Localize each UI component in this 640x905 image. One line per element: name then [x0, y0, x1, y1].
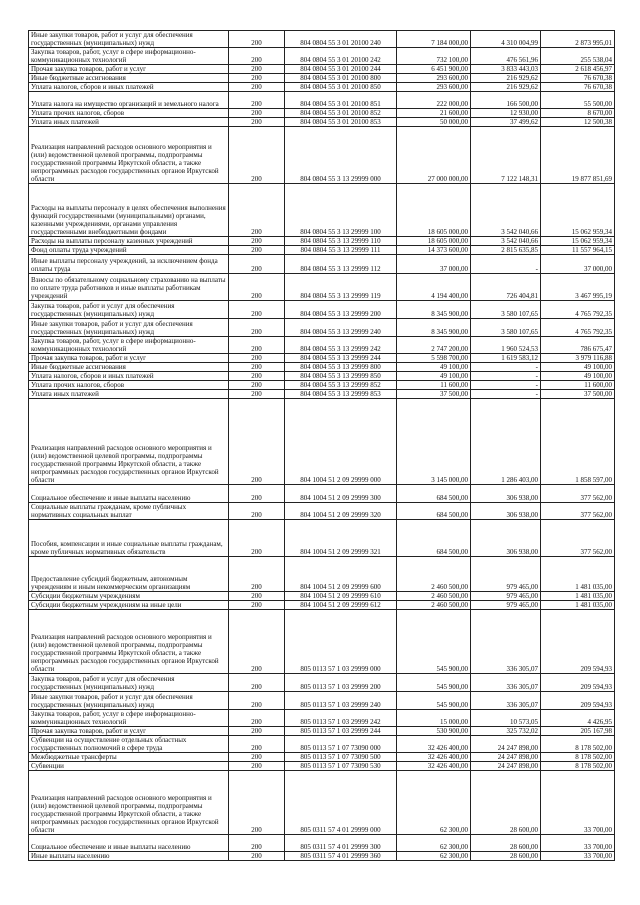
budget-classification-code-cell: 805 0113 57 1 03 29999 244 [285, 727, 397, 736]
line-code-cell: 200 [229, 184, 285, 237]
unexecuted-amount-cell: 37 500,00 [541, 390, 615, 399]
executed-amount-cell: 979 465,00 [471, 557, 541, 592]
table-row [29, 592, 615, 601]
executed-amount-cell: 12 930,00 [471, 109, 541, 118]
table-row [29, 301, 615, 319]
executed-amount-cell: 476 561,96 [471, 48, 541, 65]
expense-name-cell: Закупка товаров, работ, услуг в сфере информационно-коммуникационных технологий [29, 710, 229, 727]
table-row [29, 372, 615, 381]
approved-amount-cell: 293 600,00 [397, 74, 471, 83]
approved-amount-cell: 32 426 400,00 [397, 762, 471, 771]
table-row [29, 118, 615, 127]
unexecuted-amount-cell: 8 178 502,00 [541, 736, 615, 753]
table-row [29, 399, 615, 485]
line-code-cell: 200 [229, 92, 285, 109]
unexecuted-amount-cell: 1 858 597,00 [541, 399, 615, 485]
budget-classification-code-cell: 804 0804 55 3 01 20100 244 [285, 65, 397, 74]
budget-classification-code-cell: 804 0804 55 3 01 20100 800 [285, 74, 397, 83]
table-row [29, 319, 615, 337]
approved-amount-cell: 62 300,00 [397, 852, 471, 861]
unexecuted-amount-cell: 3 979 116,88 [541, 354, 615, 363]
budget-execution-table [28, 30, 615, 861]
line-code-cell: 200 [229, 301, 285, 319]
approved-amount-cell: 32 426 400,00 [397, 753, 471, 762]
unexecuted-amount-cell: 209 594,93 [541, 692, 615, 710]
expense-name-cell: Иные выплаты населению [29, 852, 229, 861]
unexecuted-amount-cell: 3 467 995,19 [541, 274, 615, 301]
table-row [29, 557, 615, 592]
budget-classification-code-cell: 804 0804 55 3 01 20100 850 [285, 83, 397, 92]
executed-amount-cell: 3 542 040,66 [471, 237, 541, 246]
approved-amount-cell: 50 000,00 [397, 118, 471, 127]
approved-amount-cell: 62 300,00 [397, 835, 471, 852]
executed-amount-cell: 4 310 004,99 [471, 31, 541, 48]
expense-name-cell: Прочая закупка товаров, работ и услуг [29, 354, 229, 363]
expense-name-cell: Иные закупки товаров, работ и услуг для обеспечения государственных (муниципальных) нужд [29, 692, 229, 710]
line-code-cell: 200 [229, 727, 285, 736]
approved-amount-cell: 545 900,00 [397, 692, 471, 710]
expense-name-cell: Уплата иных платежей [29, 390, 229, 399]
unexecuted-amount-cell: 15 062 959,34 [541, 237, 615, 246]
unexecuted-amount-cell: 209 594,93 [541, 674, 615, 692]
expense-name-cell: Взносы по обязательному социальному страхованию на выплаты по оплате труда работников и иные выплаты работникам учреждений [29, 274, 229, 301]
unexecuted-amount-cell: 19 877 851,69 [541, 127, 615, 184]
executed-amount-cell: 3 580 107,65 [471, 319, 541, 337]
expense-name-cell: Иные бюджетные ассигнования [29, 363, 229, 372]
unexecuted-amount-cell: 8 178 502,00 [541, 753, 615, 762]
expense-name-cell: Закупка товаров, работ и услуг для обеспечения государственных (муниципальных) нужд [29, 301, 229, 319]
approved-amount-cell: 11 600,00 [397, 381, 471, 390]
approved-amount-cell: 62 300,00 [397, 771, 471, 835]
table-row [29, 246, 615, 255]
budget-classification-code-cell: 804 0804 55 3 01 20100 852 [285, 109, 397, 118]
expense-name-cell: Расходы на выплаты персоналу казенных учреждений [29, 237, 229, 246]
document-page [28, 30, 614, 861]
expense-name-cell: Закупка товаров, работ, услуг в сфере информационно-коммуникационных технологий [29, 337, 229, 354]
line-code-cell: 200 [229, 109, 285, 118]
executed-amount-cell: 24 247 898,00 [471, 736, 541, 753]
line-code-cell: 200 [229, 274, 285, 301]
table-row [29, 127, 615, 184]
executed-amount-cell: 37 499,62 [471, 118, 541, 127]
expense-name-cell: Иные бюджетные ассигнования [29, 74, 229, 83]
table-row [29, 771, 615, 835]
budget-classification-code-cell: 804 1004 51 2 09 29999 000 [285, 399, 397, 485]
expense-name-cell: Фонд оплаты труда учреждений [29, 246, 229, 255]
executed-amount-cell: - [471, 381, 541, 390]
approved-amount-cell: 18 605 000,00 [397, 184, 471, 237]
expense-name-cell: Расходы на выплаты персоналу в целях обеспечения выполнения функций государственными (муниципальными) органами, казенными учреждениями, органами управления государственными внебюджетными фондами [29, 184, 229, 237]
budget-classification-code-cell: 804 0804 55 3 13 29999 110 [285, 237, 397, 246]
table-row [29, 48, 615, 65]
budget-classification-code-cell: 804 0804 55 3 01 20100 853 [285, 118, 397, 127]
unexecuted-amount-cell: 2 618 456,97 [541, 65, 615, 74]
unexecuted-amount-cell: 15 062 959,34 [541, 184, 615, 237]
table-row [29, 337, 615, 354]
expense-name-cell: Уплата налогов, сборов и иных платежей [29, 372, 229, 381]
unexecuted-amount-cell: 33 700,00 [541, 835, 615, 852]
line-code-cell: 200 [229, 127, 285, 184]
executed-amount-cell: 336 305,07 [471, 610, 541, 674]
budget-classification-code-cell: 804 0804 55 3 01 20100 240 [285, 31, 397, 48]
line-code-cell: 200 [229, 503, 285, 520]
expense-name-cell: Закупка товаров, работ и услуг для обеспечения государственных (муниципальных) нужд [29, 674, 229, 692]
executed-amount-cell: 10 573,05 [471, 710, 541, 727]
budget-classification-code-cell: 804 1004 51 2 09 29999 610 [285, 592, 397, 601]
unexecuted-amount-cell: 49 100,00 [541, 363, 615, 372]
executed-amount-cell: 336 305,07 [471, 674, 541, 692]
table-row [29, 184, 615, 237]
expense-name-cell: Реализация направлений расходов основного мероприятия и (или) ведомственной целевой программы, подпрограммы государственной программы Иркутской области, а также непрограммных расходов государственных органов Иркутской области [29, 127, 229, 184]
budget-classification-code-cell: 804 1004 51 2 09 29999 600 [285, 557, 397, 592]
executed-amount-cell: 1 619 583,12 [471, 354, 541, 363]
budget-classification-code-cell: 805 0113 57 1 03 29999 000 [285, 610, 397, 674]
approved-amount-cell: 2 460 500,00 [397, 592, 471, 601]
budget-classification-code-cell: 805 0113 57 1 03 29999 240 [285, 692, 397, 710]
table-row [29, 381, 615, 390]
approved-amount-cell: 2 460 500,00 [397, 601, 471, 610]
line-code-cell: 200 [229, 485, 285, 503]
expense-name-cell: Уплата прочих налогов, сборов [29, 381, 229, 390]
table-row [29, 274, 615, 301]
unexecuted-amount-cell: 786 675,47 [541, 337, 615, 354]
expense-name-cell: Предоставление субсидий бюджетным, автономным учреждениям и иным некоммерческим организациям [29, 557, 229, 592]
executed-amount-cell: - [471, 255, 541, 274]
unexecuted-amount-cell: 11 600,00 [541, 381, 615, 390]
unexecuted-amount-cell: 33 700,00 [541, 771, 615, 835]
table-row [29, 485, 615, 503]
approved-amount-cell: 545 900,00 [397, 610, 471, 674]
expense-name-cell: Субсидии бюджетным учреждениям [29, 592, 229, 601]
approved-amount-cell: 684 500,00 [397, 485, 471, 503]
unexecuted-amount-cell: 37 000,00 [541, 255, 615, 274]
budget-classification-code-cell: 805 0113 57 1 03 29999 242 [285, 710, 397, 727]
executed-amount-cell: 979 465,00 [471, 592, 541, 601]
approved-amount-cell: 49 100,00 [397, 363, 471, 372]
unexecuted-amount-cell: 76 670,38 [541, 74, 615, 83]
table-row [29, 835, 615, 852]
approved-amount-cell: 21 600,00 [397, 109, 471, 118]
line-code-cell: 200 [229, 319, 285, 337]
expense-name-cell: Социальные выплаты гражданам, кроме публичных нормативных социальных выплат [29, 503, 229, 520]
table-row [29, 692, 615, 710]
expense-name-cell: Социальное обеспечение и иные выплаты населению [29, 835, 229, 852]
unexecuted-amount-cell: 12 500,38 [541, 118, 615, 127]
budget-classification-code-cell: 804 0804 55 3 13 29999 853 [285, 390, 397, 399]
budget-classification-code-cell: 805 0113 57 1 03 29999 200 [285, 674, 397, 692]
approved-amount-cell: 49 100,00 [397, 372, 471, 381]
table-row [29, 363, 615, 372]
budget-classification-code-cell: 804 0804 55 3 01 20100 242 [285, 48, 397, 65]
executed-amount-cell: - [471, 372, 541, 381]
budget-classification-code-cell: 804 0804 55 3 13 29999 100 [285, 184, 397, 237]
table-row [29, 852, 615, 861]
unexecuted-amount-cell: 4 765 792,35 [541, 301, 615, 319]
table-row [29, 74, 615, 83]
line-code-cell: 200 [229, 835, 285, 852]
table-row [29, 753, 615, 762]
approved-amount-cell: 4 194 400,00 [397, 274, 471, 301]
executed-amount-cell: 1 960 524,53 [471, 337, 541, 354]
budget-classification-code-cell: 804 1004 51 2 09 29999 300 [285, 485, 397, 503]
line-code-cell: 200 [229, 692, 285, 710]
approved-amount-cell: 2 460 500,00 [397, 557, 471, 592]
expense-name-cell: Закупка товаров, работ, услуг в сфере информационно-коммуникационных технологий [29, 48, 229, 65]
budget-classification-code-cell: 804 0804 55 3 13 29999 242 [285, 337, 397, 354]
expense-name-cell: Реализация направлений расходов основного мероприятия и (или) ведомственной целевой программы, подпрограммы государственной программы Иркутской области, а также непрограммных расходов государственных органов Иркутской области [29, 399, 229, 485]
unexecuted-amount-cell: 1 481 035,00 [541, 601, 615, 610]
line-code-cell: 200 [229, 372, 285, 381]
unexecuted-amount-cell: 209 594,93 [541, 610, 615, 674]
expense-name-cell: Уплата прочих налогов, сборов [29, 109, 229, 118]
line-code-cell: 200 [229, 354, 285, 363]
unexecuted-amount-cell: 55 500,00 [541, 92, 615, 109]
budget-classification-code-cell: 804 0804 55 3 13 29999 850 [285, 372, 397, 381]
expense-name-cell: Уплата налогов, сборов и иных платежей [29, 83, 229, 92]
table-row [29, 674, 615, 692]
executed-amount-cell: 216 929,62 [471, 74, 541, 83]
executed-amount-cell: 3 580 107,65 [471, 301, 541, 319]
table-row [29, 31, 615, 48]
approved-amount-cell: 684 500,00 [397, 503, 471, 520]
expense-name-cell: Пособия, компенсации и иные социальные выплаты гражданам, кроме публичных нормативных обязательств [29, 520, 229, 557]
budget-classification-code-cell: 804 0804 55 3 13 29999 240 [285, 319, 397, 337]
approved-amount-cell: 732 100,00 [397, 48, 471, 65]
line-code-cell: 200 [229, 83, 285, 92]
approved-amount-cell: 530 900,00 [397, 727, 471, 736]
approved-amount-cell: 684 500,00 [397, 520, 471, 557]
budget-classification-code-cell: 805 0311 57 4 01 29999 300 [285, 835, 397, 852]
line-code-cell: 200 [229, 601, 285, 610]
approved-amount-cell: 7 184 000,00 [397, 31, 471, 48]
line-code-cell: 200 [229, 337, 285, 354]
line-code-cell: 200 [229, 753, 285, 762]
table-row [29, 727, 615, 736]
executed-amount-cell: 28 600,00 [471, 835, 541, 852]
unexecuted-amount-cell: 377 562,00 [541, 520, 615, 557]
approved-amount-cell: 15 000,00 [397, 710, 471, 727]
unexecuted-amount-cell: 377 562,00 [541, 485, 615, 503]
expense-name-cell: Прочая закупка товаров, работ и услуг [29, 727, 229, 736]
approved-amount-cell: 37 500,00 [397, 390, 471, 399]
approved-amount-cell: 37 000,00 [397, 255, 471, 274]
approved-amount-cell: 14 373 600,00 [397, 246, 471, 255]
budget-classification-code-cell: 805 0113 57 1 07 73090 530 [285, 762, 397, 771]
approved-amount-cell: 3 145 000,00 [397, 399, 471, 485]
executed-amount-cell: 726 404,81 [471, 274, 541, 301]
unexecuted-amount-cell: 4 426,95 [541, 710, 615, 727]
line-code-cell: 200 [229, 592, 285, 601]
table-row [29, 762, 615, 771]
line-code-cell: 200 [229, 363, 285, 372]
approved-amount-cell: 32 426 400,00 [397, 736, 471, 753]
unexecuted-amount-cell: 76 670,38 [541, 83, 615, 92]
line-code-cell: 200 [229, 237, 285, 246]
line-code-cell: 200 [229, 852, 285, 861]
line-code-cell: 200 [229, 557, 285, 592]
unexecuted-amount-cell: 8 178 502,00 [541, 762, 615, 771]
line-code-cell: 200 [229, 520, 285, 557]
line-code-cell: 200 [229, 736, 285, 753]
unexecuted-amount-cell: 377 562,00 [541, 503, 615, 520]
line-code-cell: 200 [229, 381, 285, 390]
line-code-cell: 200 [229, 48, 285, 65]
line-code-cell: 200 [229, 74, 285, 83]
unexecuted-amount-cell: 1 481 035,00 [541, 557, 615, 592]
executed-amount-cell: 28 600,00 [471, 771, 541, 835]
approved-amount-cell: 293 600,00 [397, 83, 471, 92]
executed-amount-cell: 28 600,00 [471, 852, 541, 861]
budget-classification-code-cell: 804 1004 51 2 09 29999 321 [285, 520, 397, 557]
line-code-cell: 200 [229, 674, 285, 692]
approved-amount-cell: 27 000 000,00 [397, 127, 471, 184]
expense-name-cell: Уплата налога на имущество организаций и земельного налога [29, 92, 229, 109]
unexecuted-amount-cell: 8 670,00 [541, 109, 615, 118]
line-code-cell: 200 [229, 255, 285, 274]
table-row [29, 83, 615, 92]
unexecuted-amount-cell: 255 538,04 [541, 48, 615, 65]
executed-amount-cell: 1 286 403,00 [471, 399, 541, 485]
executed-amount-cell: 3 833 443,03 [471, 65, 541, 74]
executed-amount-cell: 24 247 898,00 [471, 762, 541, 771]
table-row [29, 354, 615, 363]
expense-name-cell: Иные закупки товаров, работ и услуг для обеспечения государственных (муниципальных) нужд [29, 319, 229, 337]
unexecuted-amount-cell: 33 700,00 [541, 852, 615, 861]
budget-classification-code-cell: 804 0804 55 3 13 29999 244 [285, 354, 397, 363]
table-row [29, 610, 615, 674]
unexecuted-amount-cell: 205 167,98 [541, 727, 615, 736]
executed-amount-cell: 3 542 040,66 [471, 184, 541, 237]
executed-amount-cell: 306 938,00 [471, 520, 541, 557]
approved-amount-cell: 8 345 900,00 [397, 301, 471, 319]
table-row [29, 736, 615, 753]
budget-classification-code-cell: 804 1004 51 2 09 29999 612 [285, 601, 397, 610]
expense-name-cell: Прочая закупка товаров, работ и услуг [29, 65, 229, 74]
executed-amount-cell: 2 815 635,85 [471, 246, 541, 255]
line-code-cell: 200 [229, 246, 285, 255]
budget-classification-code-cell: 804 0804 55 3 01 20100 851 [285, 92, 397, 109]
table-row [29, 710, 615, 727]
table-body [29, 31, 615, 861]
budget-classification-code-cell: 805 0311 57 4 01 29999 000 [285, 771, 397, 835]
approved-amount-cell: 222 000,00 [397, 92, 471, 109]
line-code-cell: 200 [229, 118, 285, 127]
line-code-cell: 200 [229, 399, 285, 485]
line-code-cell: 200 [229, 65, 285, 74]
unexecuted-amount-cell: 1 481 035,00 [541, 592, 615, 601]
executed-amount-cell: 306 938,00 [471, 503, 541, 520]
budget-classification-code-cell: 804 0804 55 3 13 29999 111 [285, 246, 397, 255]
table-row [29, 237, 615, 246]
approved-amount-cell: 545 900,00 [397, 674, 471, 692]
line-code-cell: 200 [229, 390, 285, 399]
table-row [29, 520, 615, 557]
unexecuted-amount-cell: 4 765 792,35 [541, 319, 615, 337]
unexecuted-amount-cell: 11 557 964,15 [541, 246, 615, 255]
budget-classification-code-cell: 804 0804 55 3 13 29999 119 [285, 274, 397, 301]
expense-name-cell: Иные закупки товаров, работ и услуг для обеспечения государственных (муниципальных) нужд [29, 31, 229, 48]
line-code-cell: 200 [229, 762, 285, 771]
table-row [29, 109, 615, 118]
line-code-cell: 200 [229, 710, 285, 727]
expense-name-cell: Реализация направлений расходов основного мероприятия и (или) ведомственной целевой программы, подпрограммы государственной программы Иркутской области, а также непрограммных расходов государственных органов Иркутской области [29, 771, 229, 835]
table-row [29, 92, 615, 109]
budget-classification-code-cell: 805 0113 57 1 07 73090 500 [285, 753, 397, 762]
executed-amount-cell: 336 305,07 [471, 692, 541, 710]
budget-classification-code-cell: 804 0804 55 3 13 29999 200 [285, 301, 397, 319]
budget-classification-code-cell: 805 0113 57 1 07 73090 000 [285, 736, 397, 753]
expense-name-cell: Реализация направлений расходов основного мероприятия и (или) ведомственной целевой программы, подпрограммы государственной программы Иркутской области, а также непрограммных расходов государственных органов Иркутской области [29, 610, 229, 674]
unexecuted-amount-cell: 2 873 995,01 [541, 31, 615, 48]
expense-name-cell: Межбюджетные трансферты [29, 753, 229, 762]
line-code-cell: 200 [229, 771, 285, 835]
executed-amount-cell: 325 732,02 [471, 727, 541, 736]
approved-amount-cell: 5 598 700,00 [397, 354, 471, 363]
table-row [29, 601, 615, 610]
executed-amount-cell: - [471, 390, 541, 399]
table-row [29, 65, 615, 74]
executed-amount-cell: 7 122 148,31 [471, 127, 541, 184]
approved-amount-cell: 2 747 200,00 [397, 337, 471, 354]
budget-classification-code-cell: 804 1004 51 2 09 29999 320 [285, 503, 397, 520]
unexecuted-amount-cell: 49 100,00 [541, 372, 615, 381]
table-row [29, 503, 615, 520]
approved-amount-cell: 18 605 000,00 [397, 237, 471, 246]
budget-classification-code-cell: 804 0804 55 3 13 29999 112 [285, 255, 397, 274]
approved-amount-cell: 6 451 900,00 [397, 65, 471, 74]
budget-classification-code-cell: 805 0311 57 4 01 29999 360 [285, 852, 397, 861]
expense-name-cell: Социальное обеспечение и иные выплаты населению [29, 485, 229, 503]
expense-name-cell: Уплата иных платежей [29, 118, 229, 127]
executed-amount-cell: 979 465,00 [471, 601, 541, 610]
executed-amount-cell: 24 247 898,00 [471, 753, 541, 762]
executed-amount-cell: 166 500,00 [471, 92, 541, 109]
expense-name-cell: Субвенции на осуществление отдельных областных государственных полномочий в сфере труда [29, 736, 229, 753]
expense-name-cell: Субвенции [29, 762, 229, 771]
table-row [29, 390, 615, 399]
line-code-cell: 200 [229, 610, 285, 674]
executed-amount-cell: 216 929,62 [471, 83, 541, 92]
table-row [29, 255, 615, 274]
budget-classification-code-cell: 804 0804 55 3 13 29999 800 [285, 363, 397, 372]
executed-amount-cell: - [471, 363, 541, 372]
executed-amount-cell: 306 938,00 [471, 485, 541, 503]
budget-classification-code-cell: 804 0804 55 3 13 29999 852 [285, 381, 397, 390]
budget-classification-code-cell: 804 0804 55 3 13 29999 000 [285, 127, 397, 184]
approved-amount-cell: 8 345 900,00 [397, 319, 471, 337]
line-code-cell: 200 [229, 31, 285, 48]
expense-name-cell: Иные выплаты персоналу учреждений, за исключением фонда оплаты труда [29, 255, 229, 274]
expense-name-cell: Субсидии бюджетным учреждениям на иные цели [29, 601, 229, 610]
